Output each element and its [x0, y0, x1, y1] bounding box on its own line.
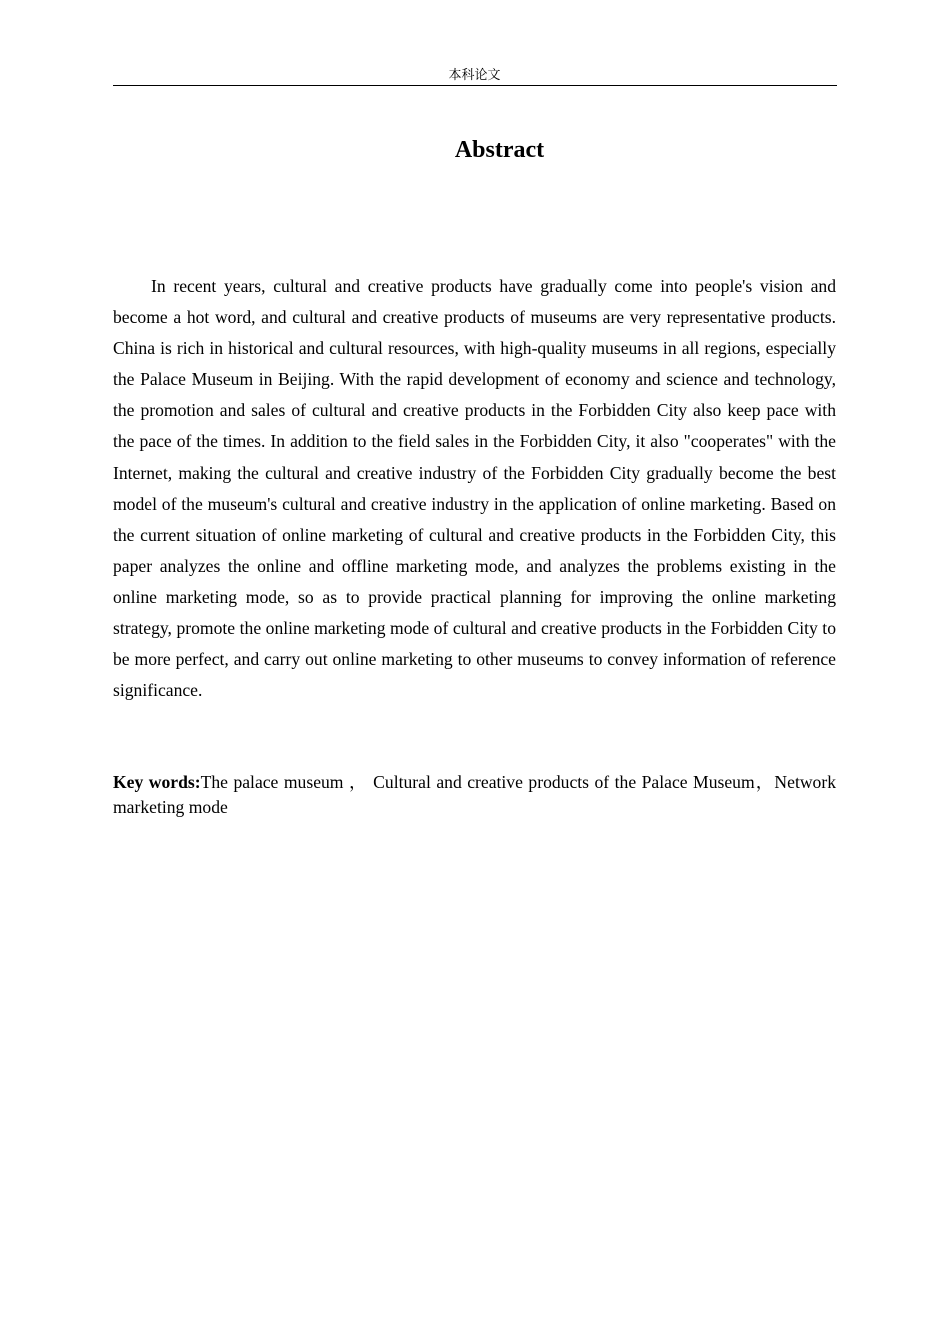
keywords-label: Key words: [113, 772, 201, 792]
page-title: Abstract [454, 137, 545, 163]
keywords-value: The palace museum ， Cultural and creative products of the Palace Museum，Network marketing mode [113, 772, 836, 817]
abstract-paragraph: In recent years, cultural and creative products have gradually come into people's vision and become a hot word, and cultural and creative products of museums are very representative products. China is rich in historical and cultural resources, with high-quality museums in all regions, especially the Palace Museum in Beijing. With the rapid development of economy and science and technology, the promotion and sales of cultural and creative products in the Forbidden City also keep pace with the pace of the times. In addition to the field sales in the Forbidden City, it also "cooperates" with the Internet, making the cultural and creative industry of the Forbidden City gradually become the best model of the museum's cultural and creative industry in the application of online marketing. Based on the current situation of online marketing of cultural and creative products in the Forbidden City, this paper analyzes the online and offline marketing mode, and analyzes the problems existing in the online marketing mode, so as to provide practical planning for improving the online marketing strategy, promote the online marketing mode of cultural and creative products in the Forbidden City to be more perfect, and carry out online marketing to other museums to convey information of reference significance. [113, 276, 836, 701]
header-rule [113, 85, 837, 86]
running-header: 本科论文 [448, 68, 501, 83]
keywords-line [113, 770, 836, 820]
